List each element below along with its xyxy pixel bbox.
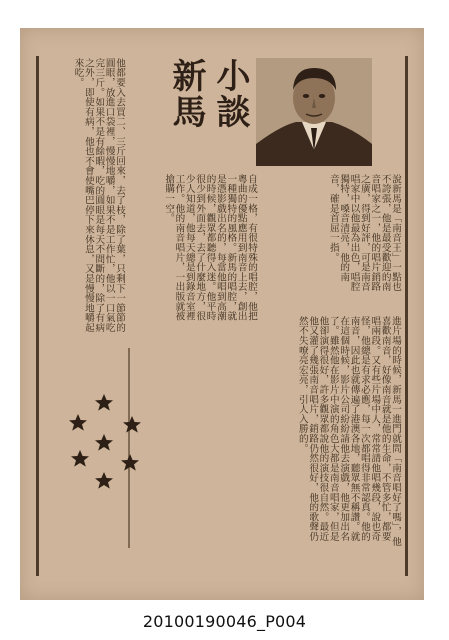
star-icon [69, 414, 87, 431]
archive-id-caption: 20100190046_P004 [142, 612, 307, 631]
star-icon [71, 450, 89, 467]
left-column-top: 他都要入去買二、三斤回來，去了枝，除了葉，只剩下一節節的圓眼，放進口袋裡，慢慢地嚼，如果不是工作忙，他以一口氣吃完三斤。如果不是有餘暇，吃的圓眼是每天不間斷的，除了有病之外，即使有病，他也不會使嘴巴停下來休息，又是慢慢地嚼起來吃。 [72, 58, 125, 333]
title-word2: 新馬 [166, 58, 206, 130]
star-cluster-ornament [44, 388, 164, 498]
star-icon [121, 454, 139, 471]
star-icon [95, 472, 113, 489]
star-icon [123, 416, 141, 433]
portrait-photo [256, 58, 372, 166]
star-icon [95, 394, 113, 411]
mid-column-top: 自成一格，有很特殊的唱腔，他把粵曲的優點應用到南音上去，創出一種獨特的風格。新馬的唱腔，就是憑影戲出名的，每當他唱到高潮的時候，觀眾都聽得入迷。他平時很少到外面去，去了什麼地方，很少人知道，他每天總是到錄音室裡工作。他的南音唱片，一出版就被搶購一空。 [163, 174, 257, 321]
lower-column-block: 進片場的時候，新馬一進門就問「南音唱好了嗎」，他喜歡南音，好像南音就是他的生命，不管多忙，都要唱兩段。又有些片場中人，常常請他唱幾段，說也奇怪，他總是有求必應，每一次都唱得非常認真。他的南音，因此也就傳遍了港澳各地，聽眾無不稱讚。就在這個時候，影片公司紛紛請他去演戲，他更加出名了。雖然他在影片中演的角色大都是南音唱家，但是他卻演得很好，許多觀眾都說他的演技很自然。最近他又灌了幾張南音唱片，銷路仍然很好，他的歌聲仍然不失嘹亮宏亮，引人入勝的。 [296, 316, 401, 547]
frame-rule-right [405, 56, 408, 576]
star-icon [95, 434, 113, 451]
right-column-top: 說新馬是「南音王」一點也不誇張，他是最受歡迎的南音唱家之一，他的唱片銷路之廣，得到好評，可是南音唱家中以他最為出色，唱腔獨特，嗓音清亮，他的南音，確是首屈一指。 [327, 174, 401, 292]
frame-rule-left [36, 56, 39, 576]
title-word1: 小談 [210, 58, 250, 130]
document-page [20, 28, 424, 600]
